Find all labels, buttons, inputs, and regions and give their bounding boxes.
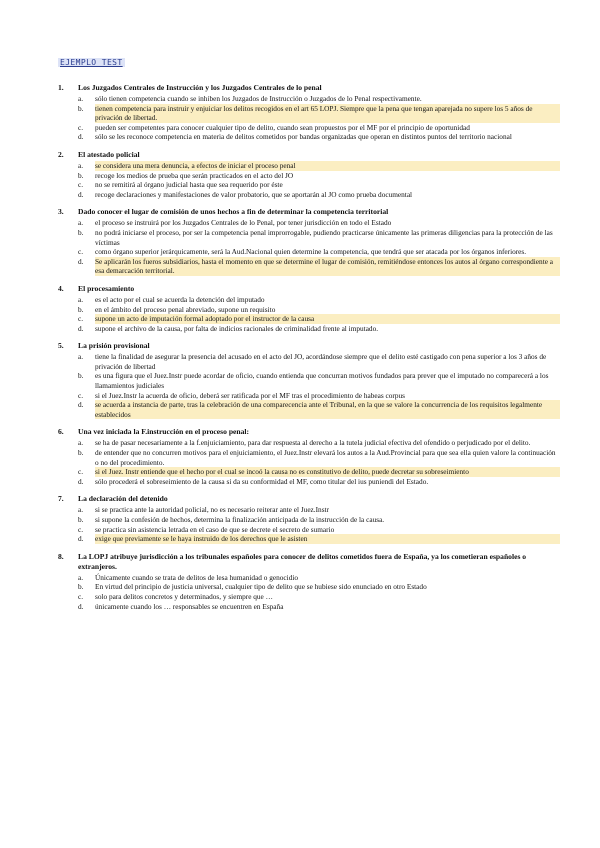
option-text: tienen competencia para instruir y enjuiciar los delitos recogidos en el art 65 LOPJ. Siempre que la pena que tengan aparejada no supere los 5 años de privación de libertad. <box>95 104 560 123</box>
option-letter: d. <box>78 534 84 544</box>
option-text: exige que previamente se le haya instruido de los derechos que le asisten <box>95 534 560 544</box>
option-letter: d. <box>78 132 84 142</box>
document-header: EJEMPLO TEST <box>60 58 123 67</box>
option-text: si el Juez.Instr la acuerda de oficio, deberá ser ratificada por el MF tras el procedimiento de habeas corpus <box>95 390 405 400</box>
answer-option <box>78 391 560 401</box>
question-number: 3. <box>58 207 64 217</box>
question-title <box>58 341 560 351</box>
answer-option <box>78 94 560 104</box>
option-letter: a. <box>78 505 84 515</box>
option-letter: b. <box>78 582 84 592</box>
question-text: El atestado policial <box>78 149 140 159</box>
answer-option <box>78 602 560 612</box>
answer-option-highlighted <box>78 534 560 544</box>
answer-option <box>78 352 560 371</box>
answer-option <box>78 132 560 142</box>
question-4 <box>58 284 560 333</box>
option-letter: a. <box>78 438 84 448</box>
option-text: sólo se les reconoce competencia en materia de delitos cometidos por bandas organizadas que operan en distintos puntos del territorio nacional <box>95 132 512 142</box>
question-number: 5. <box>58 341 64 351</box>
option-letter: a. <box>78 572 84 582</box>
option-text: se practica sin asistencia letrada en el caso de que se decrete el secreto de sumario <box>95 524 335 534</box>
option-text: pueden ser competentes para conocer cualquier tipo de delito, cuando sean propuestos por el MF por el principio de oportunidad <box>95 122 470 132</box>
question-text: La LOPJ atribuye jurisdicción a los tribunales españoles para conocer de delitos cometidos fuera de España, ya los cometieran españoles o extranjeros. <box>78 551 527 571</box>
answer-option-highlighted <box>78 400 560 419</box>
option-text: supone el archivo de la causa, por falta de indicios racionales de criminalidad frente al imputado. <box>95 323 379 333</box>
option-letter: b. <box>78 515 84 524</box>
question-text: La declaración del detenido <box>78 494 168 504</box>
option-text: como órgano superior jerárquicamente, será la Aud.Nacional quien determine la competencia, que tendrá que ser atacada por los órganos inferiores. <box>95 247 527 257</box>
option-list <box>78 295 560 333</box>
option-text: En virtud del principio de justicia universal, cualquier tipo de delito que se hubiese sido enunciado en otro Estado <box>95 582 427 592</box>
option-letter: c. <box>78 390 84 400</box>
option-text: tiene la finalidad de asegurar la presencia del acusado en el acto del JO, acordándose siempre que el delito esté castigado con pena superior a los 3 años de privación de libertad <box>95 352 547 371</box>
question-text: Los Juzgados Centrales de Instrucción y los Juzgados Centrales de lo penal <box>78 83 322 92</box>
question-3 <box>58 207 560 276</box>
option-letter: b. <box>78 170 84 180</box>
option-letter: a. <box>78 218 84 228</box>
option-list <box>78 573 560 611</box>
question-8 <box>58 552 560 611</box>
answer-option <box>78 295 560 305</box>
option-list <box>78 161 560 199</box>
answer-option <box>78 247 560 257</box>
answer-option <box>78 305 560 315</box>
option-text: si el Juez. Instr entiende que el hecho por el cual se incoó la causa no es constitutivo de delito, puede decretar su sobreseimiento <box>95 467 560 477</box>
question-title <box>58 83 560 93</box>
answer-option <box>78 324 560 334</box>
option-letter: d. <box>78 476 84 486</box>
answer-option <box>78 218 560 228</box>
option-letter: a. <box>78 160 84 170</box>
option-letter: a. <box>78 94 84 103</box>
question-2 <box>58 150 560 199</box>
answer-option <box>78 505 560 515</box>
question-number: 2. <box>58 149 64 159</box>
option-letter: b. <box>78 371 84 381</box>
option-text: es una figura que el Juez.Instr puede acordar de oficio, cuando entienda que concurran motivos fundados para prever que el imputado no comparecerá a los llamamientos judiciales <box>95 371 549 391</box>
question-number: 6. <box>58 427 64 437</box>
option-list <box>78 94 560 142</box>
question-text: El procesamiento <box>78 283 135 293</box>
option-list <box>78 352 560 419</box>
question-title <box>58 284 560 294</box>
option-letter: d. <box>78 601 84 611</box>
option-text: si se practica ante la autoridad policial, no es necesario reiterar ante el Juez.Instr <box>95 505 329 515</box>
option-letter: d. <box>78 400 84 410</box>
option-list <box>78 438 560 486</box>
option-letter: a. <box>78 352 84 362</box>
answer-option <box>78 180 560 190</box>
question-number: 4. <box>58 283 64 293</box>
answer-option <box>78 477 560 487</box>
option-letter: c. <box>78 467 84 477</box>
question-list <box>58 83 560 611</box>
option-text: es el acto por el cual se acuerda la detención del imputado <box>95 294 265 304</box>
question-number: 7. <box>58 494 64 504</box>
question-number: 8. <box>58 551 64 561</box>
option-text: en el ámbito del proceso penal abreviado, supone un requisito <box>95 304 276 314</box>
option-text: sólo procederá el sobreseimiento de la causa si da su conformidad el MF, como titular del ius puniendi del Estado. <box>95 476 429 486</box>
answer-option <box>78 448 560 467</box>
question-text: La prisión provisional <box>78 341 150 351</box>
question-1 <box>58 83 560 142</box>
option-text: se ha de pasar necesariamente a la f.enjuiciamiento, para dar respuesta al derecho a la tutela judicial efectiva del ofendido o perjudicado por el delito. <box>95 438 531 448</box>
option-text: Únicamente cuando se trata de delitos de lesa humanidad o genocidio <box>95 572 299 582</box>
option-letter: a. <box>78 294 84 304</box>
answer-option <box>78 592 560 602</box>
option-text: solo para delitos concretos y determinados, y siempre que … <box>95 591 273 601</box>
answer-option <box>78 371 560 390</box>
option-letter: b. <box>78 304 84 314</box>
question-7 <box>58 494 560 543</box>
option-text: se considera una mera denuncia, a efectos de iniciar el proceso penal <box>95 161 560 171</box>
answer-option-highlighted <box>78 104 560 123</box>
answer-option <box>78 190 560 200</box>
question-5 <box>58 341 560 419</box>
question-title <box>58 494 560 504</box>
answer-option <box>78 515 560 525</box>
answer-option <box>78 228 560 247</box>
option-letter: c. <box>78 591 84 601</box>
question-title <box>58 207 560 217</box>
option-list <box>78 505 560 543</box>
answer-option <box>78 573 560 583</box>
question-title <box>58 427 560 437</box>
option-text: no podrá iniciarse el proceso, por ser la competencia penal improrrogable, pudiendo practicarse únicamente las primeras diligencias para la protección de las víctimas <box>95 227 553 247</box>
question-text: Dado conocer el lugar de comisión de unos hechos a fin de determinar la competencia territorial <box>78 207 389 217</box>
option-text: sólo tienen competencia cuando se inhiben los Juzgados de Instrucción o Juzgados de lo Penal respectivamente. <box>95 94 422 103</box>
question-text: Una vez iniciada la F.instrucción en el proceso penal: <box>78 427 250 437</box>
option-letter: b. <box>78 227 84 237</box>
option-text: supone un acto de imputación formal adoptado por el instructor de la causa <box>95 314 560 324</box>
answer-option <box>78 525 560 535</box>
option-letter: b. <box>78 448 84 458</box>
answer-option <box>78 123 560 133</box>
answer-option <box>78 171 560 181</box>
answer-option-highlighted <box>78 467 560 477</box>
answer-option <box>78 582 560 592</box>
option-letter: c. <box>78 122 84 132</box>
option-text: de entender que no concurren motivos para el enjuiciamiento, el Juez.Instr elevará los autos a la Aud.Provincial para que sea ella quien valore la continuación o no del procedimiento. <box>95 448 556 467</box>
option-letter: d. <box>78 323 84 333</box>
option-text: se acuerda a instancia de parte, tras la celebración de una comparecencia ante el Tribunal, en la que se valore la concurrencia de los requisitos legalmente establecidos <box>95 400 560 419</box>
answer-option-highlighted <box>78 314 560 324</box>
answer-option-highlighted <box>78 257 560 276</box>
option-text: Se aplicarán los fueros subsidiarios, hasta el momento en que se determine el lugar de comisión, remitiéndose entonces los autos al órgano correspondiente a esa demarcación territorial. <box>95 257 560 276</box>
answer-option-highlighted <box>78 161 560 171</box>
option-list <box>78 218 560 276</box>
option-letter: b. <box>78 103 84 113</box>
option-letter: c. <box>78 180 84 190</box>
option-text: no se remitirá al órgano judicial hasta que sea requerido por éste <box>95 180 283 190</box>
option-text: recoge los medios de prueba que serán practicados en el acto del JO <box>95 170 294 180</box>
option-text: únicamente cuando los … responsables se encuentren en España <box>95 601 284 611</box>
option-letter: d. <box>78 256 84 266</box>
answer-option <box>78 438 560 448</box>
option-letter: c. <box>78 314 84 324</box>
question-number: 1. <box>58 83 64 92</box>
question-title <box>58 150 560 160</box>
question-title <box>58 552 560 572</box>
question-6 <box>58 427 560 486</box>
option-text: recoge declaraciones y manifestaciones de valor probatorio, que se aportarán al JO como prueba documental <box>95 189 413 199</box>
option-letter: d. <box>78 189 84 199</box>
option-letter: c. <box>78 247 84 257</box>
option-text: si supone la confesión de hechos, determina la finalización anticipada de la instrucción de la causa. <box>95 515 385 524</box>
option-text: el proceso se instruirá por los Juzgados Centrales de lo Penal, por tener jurisdicción en todo el Estado <box>95 218 392 228</box>
option-letter: c. <box>78 524 84 534</box>
